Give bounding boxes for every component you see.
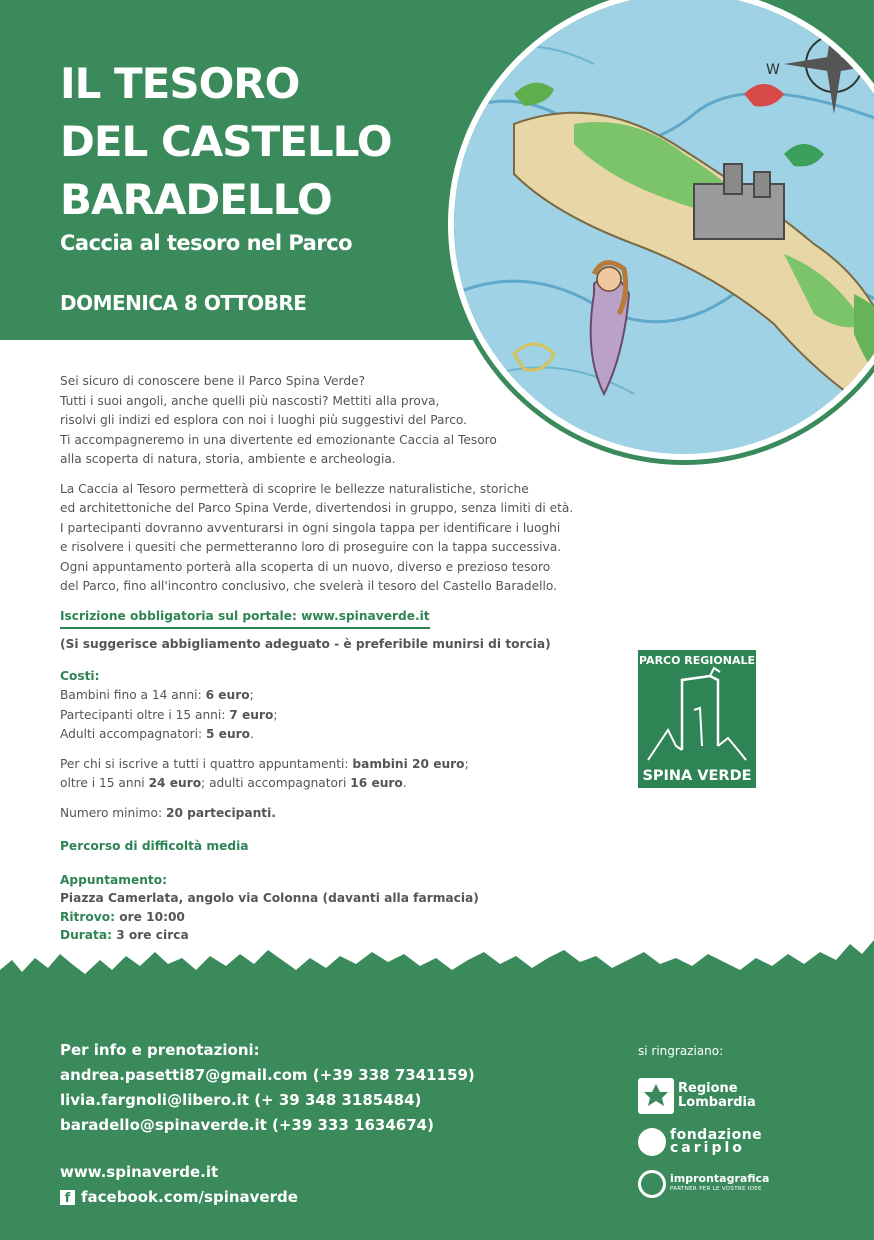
svg-text:W: W [766,62,780,78]
cost-children-end: ; [249,688,254,702]
cariplo-line-2: cariplo [670,1140,745,1156]
title-line-3: BARADELLO [60,175,332,224]
regione-lombardia-icon [638,1078,674,1114]
signup-link[interactable]: Iscrizione obbligatoria sul portale: www.spinaverde.it [60,607,430,630]
cost-adults-price: 5 euro [205,727,251,741]
thanks-label: si ringraziano: [638,1044,724,1058]
impronta-name: improntagrafica [670,1172,770,1185]
info-label: Per info e prenotazioni: [60,1041,260,1059]
cariplo-line-1: fondazione [670,1127,763,1143]
fondazione-cariplo-logo [638,1128,769,1156]
cost-all-four-sep2: ; adulti accompagnatori [201,776,351,790]
duration-label: Durata: [60,928,112,942]
facebook-link[interactable]: facebook.com/spinaverde [81,1188,298,1206]
intro-paragraph-1: Sei sicuro di conoscere bene il Parco Spina Verde? Tutti i suoi angoli, anche quelli più nascosti? Mettiti alla prova, risolvi gli indizi ed esplora con noi i luoghi più suggestivi del Parco. Ti accompagneremo in una divertente ed emozionante Caccia al Tesoro alla scoperta di natura, storia, ambiente e archeologia. [60,374,497,466]
contact-email-2[interactable]: livia.fargnoli@libero.it (+ 39 348 3185484) [60,1091,422,1109]
sponsors [638,1044,769,1212]
attire-note: (Si suggerisce abbigliamento adeguato - è preferibile munirsi di torcia) [60,637,551,651]
meetup-value: ore 10:00 [114,909,185,924]
cost-children-label: Bambini fino a 14 anni: [60,688,206,702]
cost-adults-label: Adulti accompagnatori: [60,727,206,741]
cost-all-four-2 [60,774,580,794]
regione-line-1: Regione [678,1081,738,1096]
facebook-icon: f [60,1190,75,1205]
event-description [60,372,580,945]
subtitle: Caccia al tesoro nel Parco [60,231,353,255]
minimum-participants [60,804,580,824]
title-line-1: IL TESORO [60,59,300,108]
cost-all-four-over15-label: oltre i 15 anni [60,776,149,790]
improntagrafica-icon [638,1170,666,1198]
title-line-2: DEL CASTELLO [60,117,392,166]
meeting-place: Piazza Camerlata, angolo via Colonna (davanti alla farmacia) [60,891,479,905]
meetup-label: Ritrovo: [60,909,115,924]
cost-all-four-adults: 16 euro [350,776,403,790]
regione-lombardia-logo [638,1078,769,1114]
event-date: DOMENICA 8 OTTOBRE [60,291,307,315]
contact-email-1[interactable]: andrea.pasetti87@gmail.com (+39 338 7341159) [60,1066,475,1084]
cost-adults-end: . [250,727,254,741]
impronta-tagline: PARTNER PER LE VOSTRE IDEE [670,1186,762,1192]
minimum-label: Numero minimo: [60,805,166,820]
cost-over15-label: Partecipanti oltre i 15 anni: [60,707,230,722]
costs-label: Costi: [60,668,100,683]
contact-email-3[interactable]: baradello@spinaverde.it (+39 333 1634674) [60,1116,434,1134]
meeting-label: Appuntamento: [60,872,167,887]
contact-footer [60,1038,475,1210]
cost-all-four [60,755,580,775]
facebook-row[interactable] [60,1185,475,1210]
logo-bottom-text: SPINA VERDE [642,768,752,784]
improntagrafica-logo [638,1170,769,1198]
cost-all-four-sep1: ; [464,756,469,771]
cost-all-four-over15: 24 euro [148,776,202,790]
cost-over15 [60,706,580,726]
cariplo-seal-icon [638,1128,666,1156]
website-link[interactable]: www.spinaverde.it [60,1163,219,1181]
cost-all-four-label: Per chi si iscrive a tutti i quattro appuntamenti: [60,756,353,771]
cost-over15-price: 7 euro [229,707,274,722]
cost-adults [60,725,580,745]
costs-section [60,667,580,824]
cost-over15-end: ; [273,707,278,722]
cost-children [60,686,580,706]
cost-all-four-children: bambini 20 euro [352,756,465,771]
header [60,55,392,315]
meetup-time [60,908,580,927]
logo-top-text: PARCO REGIONALE [639,654,755,667]
parco-spina-verde-logo [638,650,756,788]
regione-line-2: Lombardia [678,1095,756,1110]
cost-all-four-end: . [402,776,407,790]
cost-children-price: 6 euro [205,688,250,702]
minimum-value: 20 partecipanti. [165,805,276,820]
duration-value: 3 ore circa [111,928,189,942]
intro-paragraph-2: La Caccia al Tesoro permetterà di scoprire le bellezze naturalistiche, storiche ed architettoniche del Parco Spina Verde, divertendosi in gruppo, senza limiti di età. I partecipanti dovranno avventurarsi in ogni singola tappa per identificare i luoghi e risolvere i quesiti che permetteranno loro di proseguire con la tappa successiva. Ogni appuntamento porterà alla scoperta di un nuovo, diverso e prezioso tesoro del Parco, fino all'incontro conclusivo, che svelerà il tesoro del Castello Baradello. [60,481,574,593]
difficulty: Percorso di difficoltà media [60,839,249,853]
